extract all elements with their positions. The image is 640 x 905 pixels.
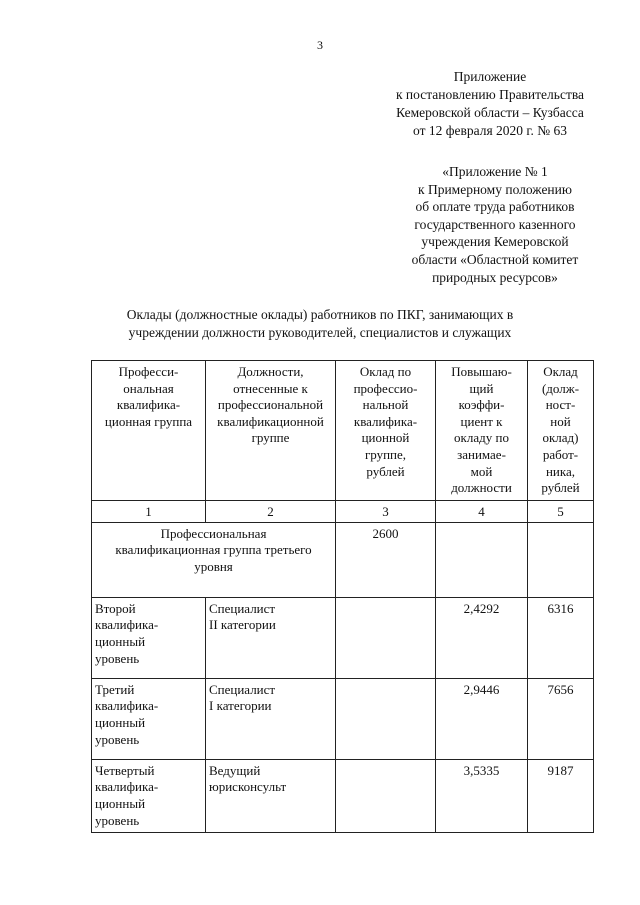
table-row xyxy=(92,597,594,678)
empty-cell xyxy=(336,597,436,678)
column-number: 5 xyxy=(528,500,594,522)
appendix-block xyxy=(370,68,610,140)
qualification-level: Четвертый квалифика- ционный уровень xyxy=(92,759,206,832)
position-name: Ведущий юрисконсульт xyxy=(206,759,336,832)
appendix-line: от 12 февраля 2020 г. № 63 xyxy=(413,123,567,138)
page-number: 3 xyxy=(317,38,323,52)
column-number: 2 xyxy=(206,500,336,522)
header-coefficient: Повышаю- щий коэффи- циент к окладу по занимае- мой должности xyxy=(436,361,528,501)
table-row xyxy=(92,759,594,832)
original-appendix-line: к Примерному положению xyxy=(418,181,572,197)
coefficient: 2,9446 xyxy=(436,678,528,759)
table-row xyxy=(92,678,594,759)
original-appendix-block xyxy=(382,163,608,286)
header-group-salary: Оклад по профессио- нальной квалифика- ционной группе, рублей xyxy=(336,361,436,501)
original-appendix-line: учреждения Кемеровской xyxy=(421,234,569,250)
employee-salary: 7656 xyxy=(528,678,594,759)
salary-table xyxy=(91,360,594,833)
original-appendix-line: природных ресурсов» xyxy=(432,269,558,285)
empty-cell xyxy=(336,678,436,759)
title-line: Оклады (должностные оклады) работников по ПКГ, занимающих в xyxy=(126,307,514,322)
position-name: Специалист I категории xyxy=(206,678,336,759)
column-number: 1 xyxy=(92,500,206,522)
group-row xyxy=(92,522,594,597)
group-name: Профессиональная квалификационная группа третьего уровня xyxy=(92,522,336,597)
header-employee-salary: Оклад (долж- ност- ной оклад) работ- ника, рублей xyxy=(528,361,594,501)
appendix-line: Кемеровской области – Кузбасса xyxy=(396,105,584,120)
original-appendix-line: области «Областной комитет xyxy=(411,251,579,267)
coefficient: 3,5335 xyxy=(436,759,528,832)
group-salary: 2600 xyxy=(336,522,436,597)
empty-cell xyxy=(528,522,594,597)
appendix-line: к постановлению Правительства xyxy=(395,87,585,102)
empty-cell xyxy=(336,759,436,832)
qualification-level: Второй квалифика- ционный уровень xyxy=(92,597,206,678)
appendix-line: Приложение xyxy=(453,69,527,84)
header-qualification-group: Професси- ональная квалифика- ционная группа xyxy=(92,361,206,501)
coefficient: 2,4292 xyxy=(436,597,528,678)
position-name: Специалист II категории xyxy=(206,597,336,678)
employee-salary: 9187 xyxy=(528,759,594,832)
employee-salary: 6316 xyxy=(528,597,594,678)
document-title xyxy=(70,306,570,342)
header-positions: Должности, отнесенные к профессиональной квалификационной группе xyxy=(206,361,336,501)
column-number: 4 xyxy=(436,500,528,522)
title-line: учреждении должности руководителей, специалистов и служащих xyxy=(128,325,512,340)
column-number: 3 xyxy=(336,500,436,522)
column-number-row xyxy=(92,500,594,522)
qualification-level: Третий квалифика- ционный уровень xyxy=(92,678,206,759)
table-header-row xyxy=(92,361,594,501)
empty-cell xyxy=(436,522,528,597)
original-appendix-line: государственного казенного xyxy=(414,216,576,232)
original-appendix-line: «Приложение № 1 xyxy=(442,164,548,179)
original-appendix-line: об оплате труда работников xyxy=(415,199,575,215)
